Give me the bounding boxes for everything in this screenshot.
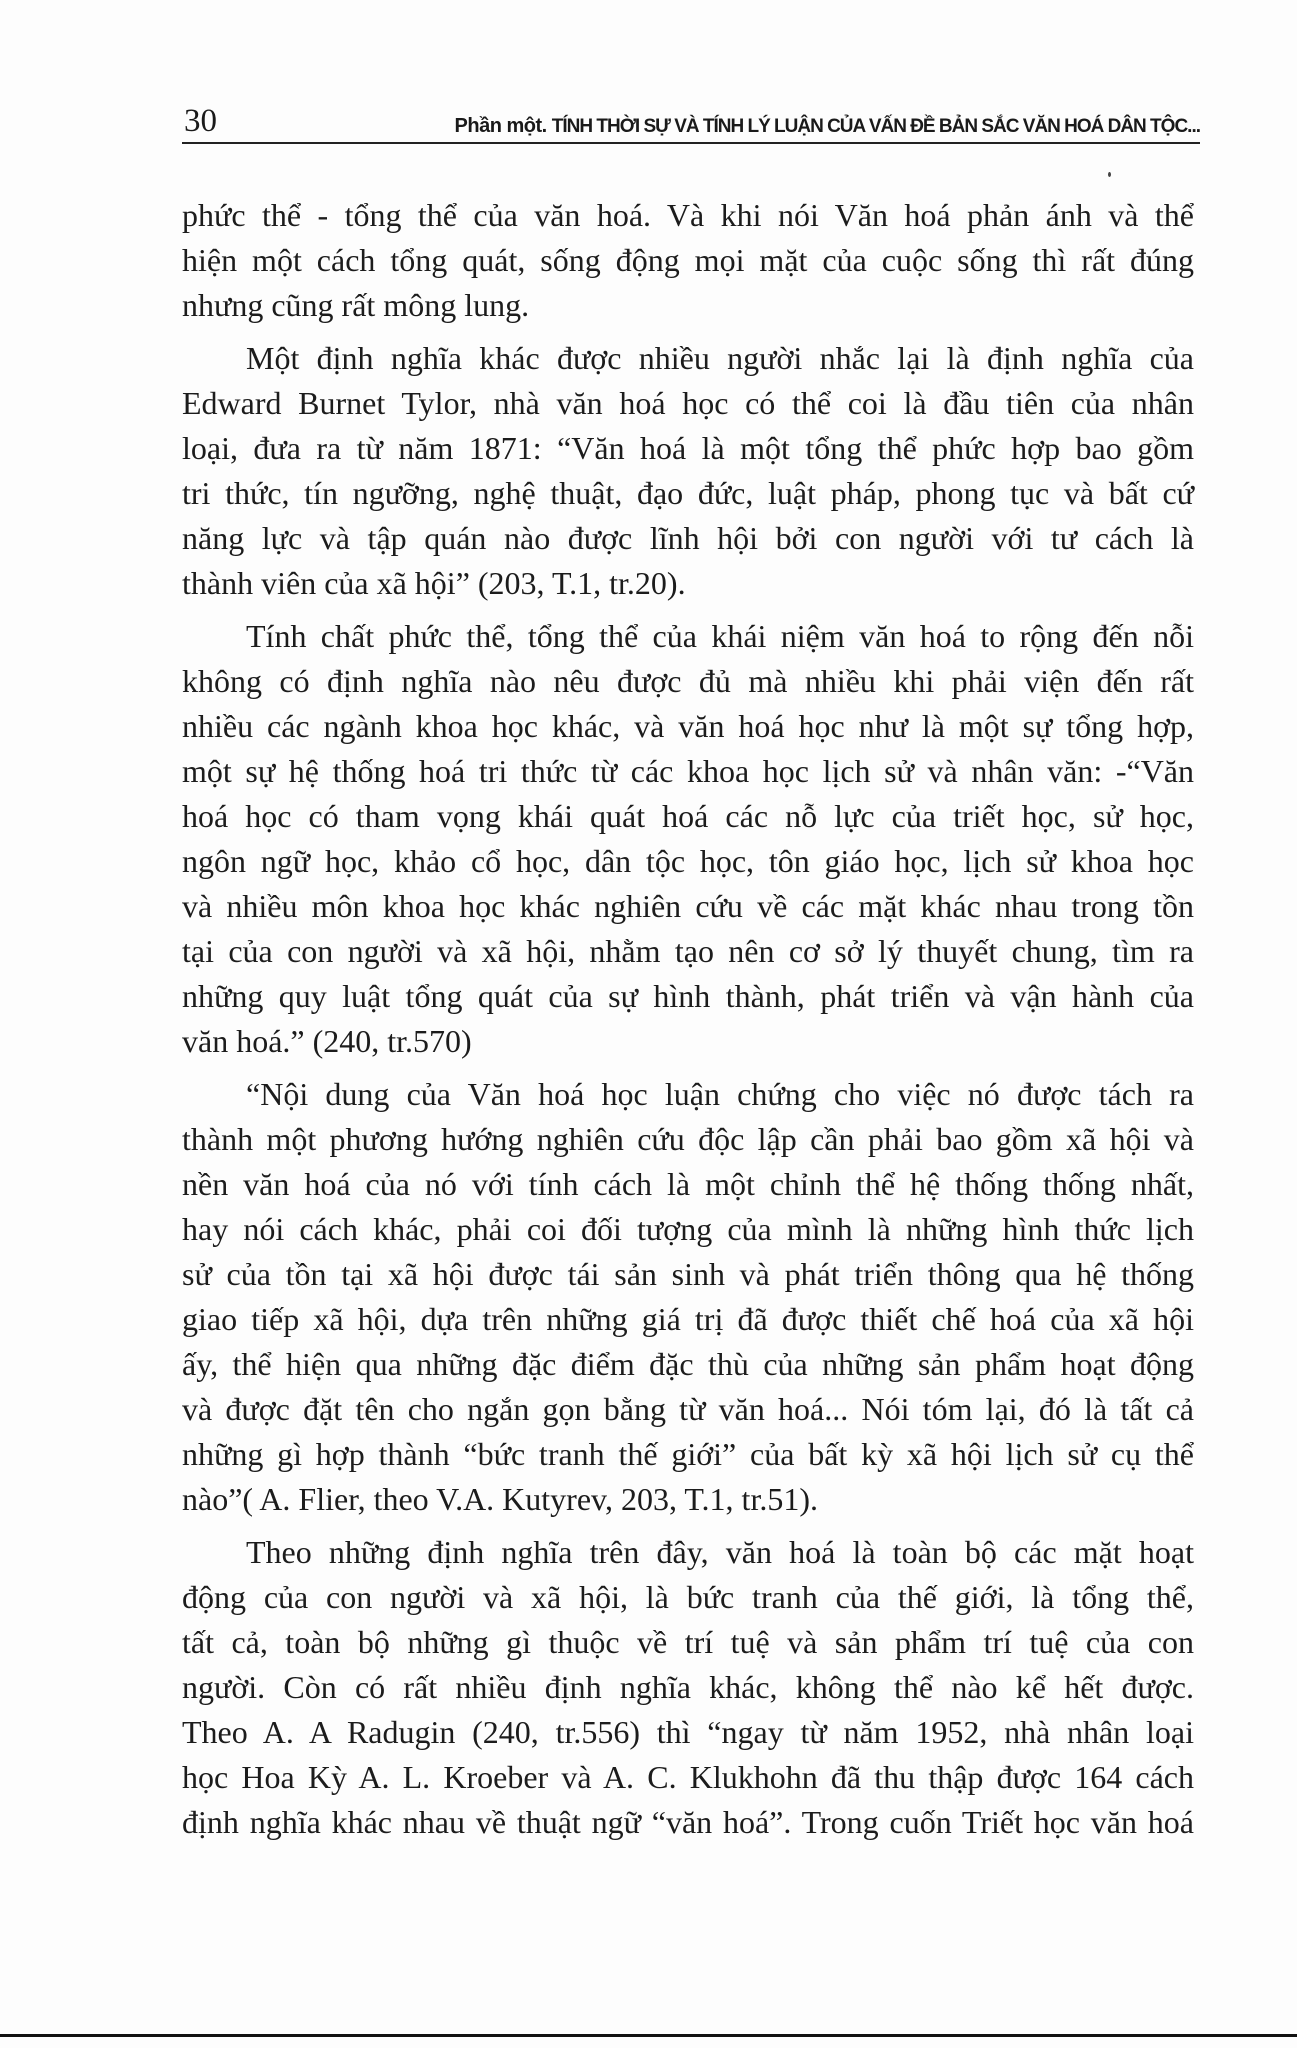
text-line: loại, đưa ra từ năm 1871: “Văn hoá là một tổng thể phức hợp bao gồm [182,430,1194,466]
text-line: phức thể - tổng thể của văn hoá. Và khi nói Văn hoá phản ánh và thể [182,197,1194,233]
text-line: ngôn ngữ học, khảo cổ học, dân tộc học, tôn giáo học, lịch sử khoa học [182,843,1194,879]
text-line: nào”( A. Flier, theo V.A. Kutyrev, 203, T.1, tr.51). [182,1481,818,1517]
text-line: tri thức, tín ngưỡng, nghệ thuật, đạo đức, luật pháp, phong tục và bất cứ [182,475,1194,511]
text-line: Tính chất phức thể, tổng thể của khái niệm văn hoá to rộng đến nỗi [246,618,1194,654]
text-line: Theo A. A Radugin (240, tr.556) thì “ngay từ năm 1952, nhà nhân loại [182,1714,1194,1750]
text-line: động của con người và xã hội, là bức tranh của thế giới, là tổng thể, [182,1579,1194,1615]
paragraph-3 [182,614,1194,1064]
text-line: những gì hợp thành “bức tranh thế giới” của bất kỳ xã hội lịch sử cụ thể [182,1436,1194,1472]
text-line: không có định nghĩa nào nêu được đủ mà nhiều khi phải viện đến rất [182,663,1194,699]
text-line: nhiều các ngành khoa học khác, và văn hoá học như là một sự tổng hợp, [182,708,1194,744]
scan-edge-rule [0,2034,1297,2037]
text-line: Một định nghĩa khác được nhiều người nhắc lại là định nghĩa của [246,340,1194,376]
text-line: và được đặt tên cho ngắn gọn bằng từ văn hoá... Nói tóm lại, đó là tất cả [182,1391,1194,1427]
text-line: thành viên của xã hội” (203, T.1, tr.20). [182,565,686,601]
text-line: những quy luật tổng quát của sự hình thành, phát triển và vận hành của [182,978,1194,1014]
text-line: tất cả, toàn bộ những gì thuộc về trí tuệ và sản phẩm trí tuệ của con [182,1624,1194,1660]
body-text [182,193,1194,1853]
text-line: hay nói cách khác, phải coi đối tượng của mình là những hình thức lịch [182,1211,1194,1247]
text-line: hoá học có tham vọng khái quát hoá các nỗ lực của triết học, sử học, [182,798,1194,834]
page-number: 30 [184,103,217,139]
page-header [182,96,1200,144]
scan-speck [1108,172,1111,177]
running-head-title: TÍNH THỜI SỰ VÀ TÍNH LÝ LUẬN CỦA VẤN ĐỀ BẢN SẮC VĂN HOÁ DÂN TỘC... [551,116,1200,137]
running-head-part: Phần một. [454,115,547,137]
text-line: hiện một cách tổng quát, sống động mọi mặt của cuộc sống thì rất đúng [182,242,1194,278]
text-line: học Hoa Kỳ A. L. Kroeber và A. C. Klukhohn đã thu thập được 164 cách [182,1759,1194,1795]
text-line: Theo những định nghĩa trên đây, văn hoá là toàn bộ các mặt hoạt [246,1534,1194,1570]
text-line: và nhiều môn khoa học khác nghiên cứu về các mặt khác nhau trong tồn [182,888,1194,924]
text-line: năng lực và tập quán nào được lĩnh hội bởi con người với tư cách là [182,520,1194,556]
text-line: định nghĩa khác nhau về thuật ngữ “văn hoá”. Trong cuốn Triết học văn hoá [182,1804,1194,1840]
text-line: nền văn hoá của nó với tính cách là một chỉnh thể hệ thống thống nhất, [182,1166,1194,1202]
text-line: giao tiếp xã hội, dựa trên những giá trị đã được thiết chế hoá của xã hội [182,1301,1194,1337]
text-line: thành một phương hướng nghiên cứu độc lập cần phải bao gồm xã hội và [182,1121,1194,1157]
text-line: ấy, thể hiện qua những đặc điểm đặc thù của những sản phẩm hoạt động [182,1346,1194,1382]
paragraph-2 [182,336,1194,606]
text-line: tại của con người và xã hội, nhằm tạo nên cơ sở lý thuyết chung, tìm ra [182,933,1194,969]
running-head [455,116,1200,136]
paragraph-5 [182,1530,1194,1845]
text-line: Edward Burnet Tylor, nhà văn hoá học có thể coi là đầu tiên của nhân [182,385,1194,421]
paragraph-4 [182,1072,1194,1522]
text-line: sử của tồn tại xã hội được tái sản sinh và phát triển thông qua hệ thống [182,1256,1194,1292]
text-line: người. Còn có rất nhiều định nghĩa khác, không thể nào kể hết được. [182,1669,1194,1705]
text-line: nhưng cũng rất mông lung. [182,287,530,323]
paragraph-1 [182,193,1194,328]
text-line: một sự hệ thống hoá tri thức từ các khoa học lịch sử và nhân văn: -“Văn [182,753,1194,789]
text-line: “Nội dung của Văn hoá học luận chứng cho việc nó được tách ra [246,1076,1194,1112]
text-line: văn hoá.” (240, tr.570) [182,1023,472,1059]
